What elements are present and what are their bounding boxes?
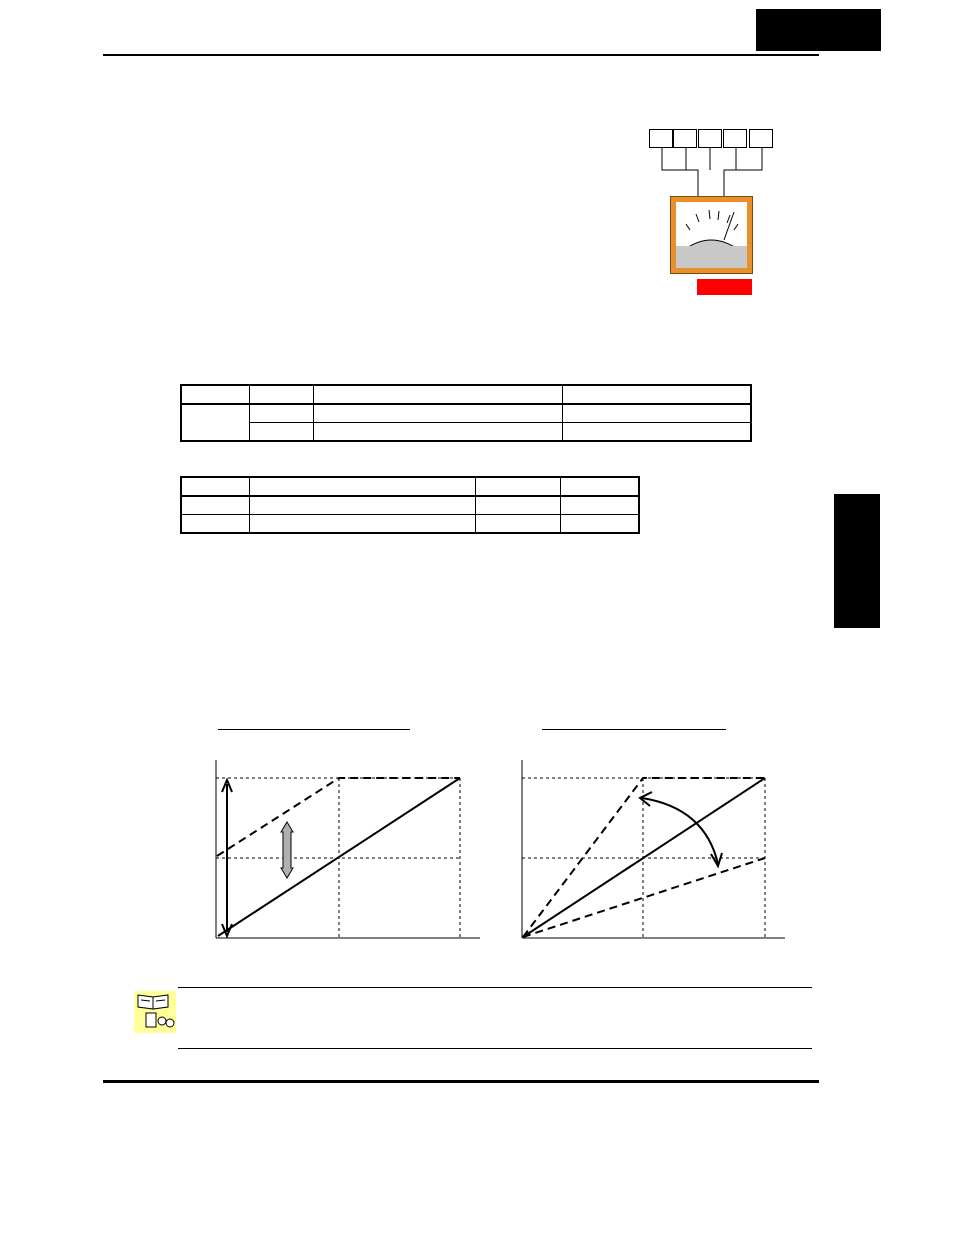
table-header-cell [476,477,561,496]
parameter-table-2 [180,476,640,534]
table-row [181,496,639,515]
parameter-table-1 [180,384,752,442]
meter-face [676,202,747,268]
footer-rule [103,1080,819,1083]
table-header-row [181,477,639,496]
graph-left [205,750,490,950]
table-row [181,423,751,442]
table-cell [563,423,752,442]
table-cell [250,404,314,423]
table-header-cell [250,477,476,496]
curved-double-arrow-icon [640,792,722,866]
table-cell [476,515,561,534]
table-cell [561,515,640,534]
table-cell [563,404,752,423]
table-header-cell [561,477,640,496]
table-cell [181,496,250,515]
table-cell [476,496,561,515]
table-cell [314,423,563,442]
table-cell [250,423,314,442]
graph-right [510,750,795,950]
table-cell [250,515,476,534]
analog-meter [670,196,753,274]
table-cell [181,404,250,441]
book-note-icon [134,991,176,1033]
page-header-tab [756,9,881,51]
table-cell [250,496,476,515]
chapter-side-tab [834,494,880,628]
meter-base [676,246,747,268]
note-bottom-rule [178,1048,812,1049]
graph-left-title-underline [218,729,410,730]
table-header-cell [181,477,250,496]
meter-wiring [640,140,780,200]
table-header-cell [314,385,563,404]
table-header-row [181,385,751,404]
table-cell [181,515,250,534]
table-header-cell [250,385,314,404]
table-row [181,515,639,534]
header-rule [103,54,819,56]
table-header-cell [181,385,250,404]
table-header-cell [563,385,752,404]
double-arrow-vertical-icon [281,822,293,878]
graph-right-title-underline [542,729,726,730]
note-top-rule [178,987,812,988]
table-row [181,404,751,423]
table-cell [314,404,563,423]
meter-red-label [697,279,752,295]
graph-right-dashed-shallow-line [523,858,765,937]
table-cell [561,496,640,515]
